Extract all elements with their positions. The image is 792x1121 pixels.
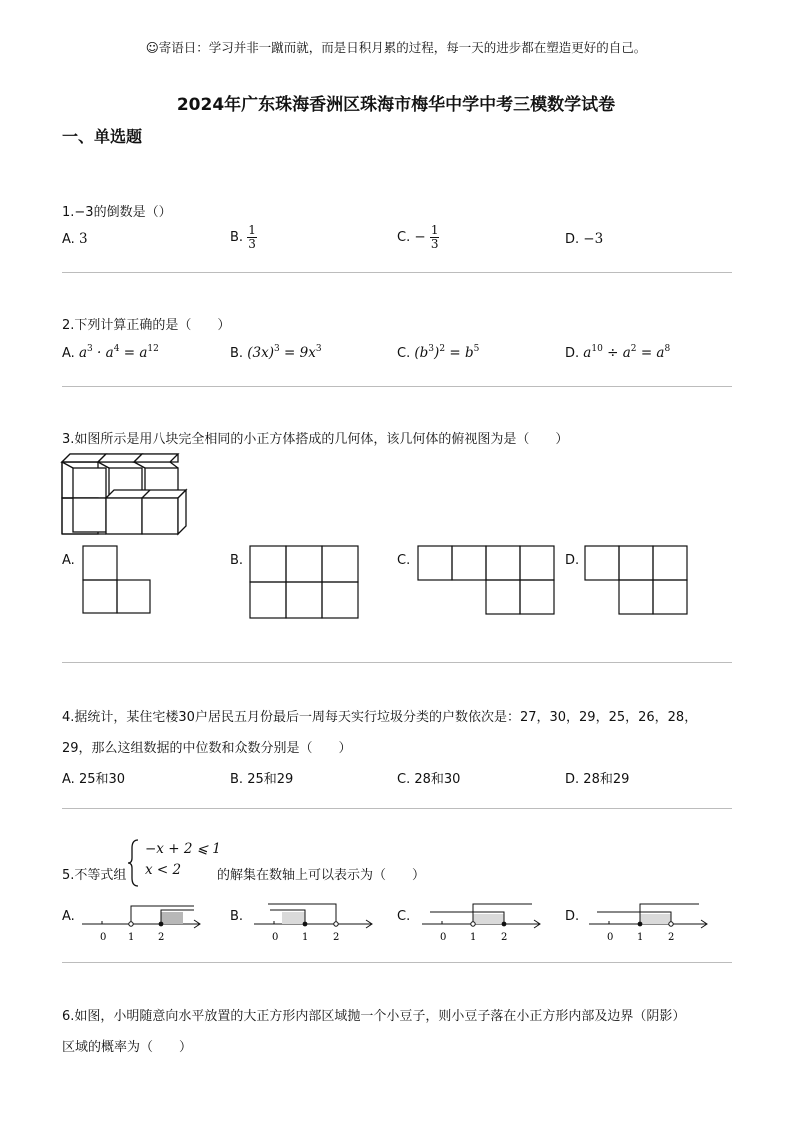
math-expression: $(3x)^3 = 9x^3$ — [247, 344, 322, 361]
q6-stem-line1: 6.如图，小明随意向水平放置的大正方形内部区域抛一个小豆子，则小豆子落在小正方形内部及边界（阴影） — [62, 1009, 686, 1024]
option-value: −3 — [583, 231, 604, 247]
top-view-option-d[interactable] — [584, 545, 692, 617]
q2-option-a[interactable] — [62, 344, 159, 361]
tick-label-0: 0 — [440, 932, 447, 943]
q5-stem-prefix: 5.不等式组 — [62, 868, 127, 883]
q5-inequality-1: −x + 2 ⩽ 1 — [145, 841, 221, 857]
denominator: 3 — [248, 237, 256, 251]
tick-label-2: 2 — [668, 932, 675, 943]
q1-option-d[interactable] — [565, 231, 603, 247]
top-view-option-c[interactable] — [417, 545, 557, 617]
tick-label-1: 1 — [128, 932, 135, 943]
number-line-option-b[interactable] — [252, 898, 378, 948]
brace-icon — [128, 838, 140, 888]
tick-label-1: 1 — [637, 932, 644, 943]
q1-option-c[interactable] — [397, 224, 439, 251]
tick-label-2: 2 — [333, 932, 340, 943]
option-label: B. — [230, 346, 244, 361]
option-value: 3 — [78, 231, 88, 247]
tick-label-1: 1 — [302, 932, 309, 943]
divider — [62, 662, 732, 663]
q5-option-c-label[interactable]: C. — [397, 909, 411, 924]
q4-stem-line2: 29，那么这组数据的中位数和众数分别是（ ） — [62, 741, 352, 756]
option-label: A. — [62, 232, 75, 247]
q1-option-a[interactable] — [62, 231, 88, 247]
page-title: 2024年广东珠海香洲区珠海市梅华中学中考三模数学试卷 — [176, 95, 616, 115]
q3-option-c-label[interactable]: C. — [397, 553, 411, 568]
option-label: C. — [397, 346, 411, 361]
q2-option-c[interactable] — [397, 344, 479, 361]
q5-stem-suffix: 的解集在数轴上可以表示为（ ） — [217, 868, 426, 883]
number-line-option-d[interactable] — [587, 898, 713, 948]
fraction — [247, 224, 257, 251]
q3-option-a-label[interactable]: A. — [62, 553, 75, 568]
number-line-option-a[interactable] — [80, 898, 206, 948]
section-heading: 一、单选题 — [62, 127, 143, 146]
q2-stem: 2.下列计算正确的是（ ） — [62, 318, 231, 333]
motto-text: ☺寄语日：学习并非一蹴而就，而是日积月累的过程，每一天的进步都在塑造更好的自己。 — [145, 40, 647, 55]
math-expression: $(b^3)^2 = b^5$ — [414, 344, 480, 361]
tick-label-1: 1 — [470, 932, 477, 943]
divider — [62, 386, 732, 387]
option-label: A. — [62, 346, 75, 361]
q4-option-b[interactable]: B. 25和29 — [230, 772, 294, 787]
tick-label-0: 0 — [607, 932, 614, 943]
divider — [62, 962, 732, 963]
q1-option-b[interactable] — [230, 224, 257, 251]
minus-sign: − — [414, 229, 426, 245]
q2-option-d[interactable] — [565, 344, 670, 361]
q4-option-c[interactable]: C. 28和30 — [397, 772, 461, 787]
divider — [62, 272, 732, 273]
option-label: C. — [397, 230, 411, 245]
option-label: D. — [565, 232, 580, 247]
q5-option-b-label[interactable]: B. — [230, 909, 244, 924]
tick-label-0: 0 — [100, 932, 107, 943]
math-expression: $a^{10} \div a^2 = a^8$ — [583, 344, 671, 361]
q4-stem-line1: 4.据统计，某住宅楼30户居民五月份最后一周每天实行垃圾分类的户数依次是：27，30，29，25，26，28， — [62, 710, 698, 725]
q4-option-d[interactable]: D. 28和29 — [565, 772, 630, 787]
numerator: 1 — [430, 223, 439, 237]
denominator: 3 — [430, 237, 439, 251]
tick-label-0: 0 — [272, 932, 279, 943]
q5-inequality-2: x < 2 — [145, 862, 182, 878]
q1-stem: 1.−3的倒数是（） — [62, 205, 172, 220]
q3-stem: 3.如图所示是用八块完全相同的小正方体搭成的几何体，该几何体的俯视图为是（ ） — [62, 432, 569, 447]
q3-option-d-label[interactable]: D. — [565, 553, 580, 568]
top-view-option-a[interactable] — [82, 545, 152, 615]
q4-option-a[interactable]: A. 25和30 — [62, 772, 126, 787]
divider — [62, 808, 732, 809]
top-view-option-b[interactable] — [249, 545, 361, 621]
tick-label-2: 2 — [501, 932, 508, 943]
q5-option-d-label[interactable]: D. — [565, 909, 580, 924]
q2-option-b[interactable] — [230, 344, 322, 361]
fraction — [430, 224, 440, 251]
q6-stem-line2: 区域的概率为（ ） — [62, 1040, 193, 1055]
math-expression: $a^3 \cdot a^4 = a^{12}$ — [78, 344, 159, 361]
q3-option-b-label[interactable]: B. — [230, 553, 244, 568]
numerator: 1 — [248, 223, 256, 237]
cube-solid-figure — [62, 452, 192, 544]
option-label: D. — [565, 346, 580, 361]
tick-label-2: 2 — [158, 932, 165, 943]
option-label: B. — [230, 230, 244, 245]
number-line-option-c[interactable] — [420, 898, 546, 948]
q5-option-a-label[interactable]: A. — [62, 909, 75, 924]
